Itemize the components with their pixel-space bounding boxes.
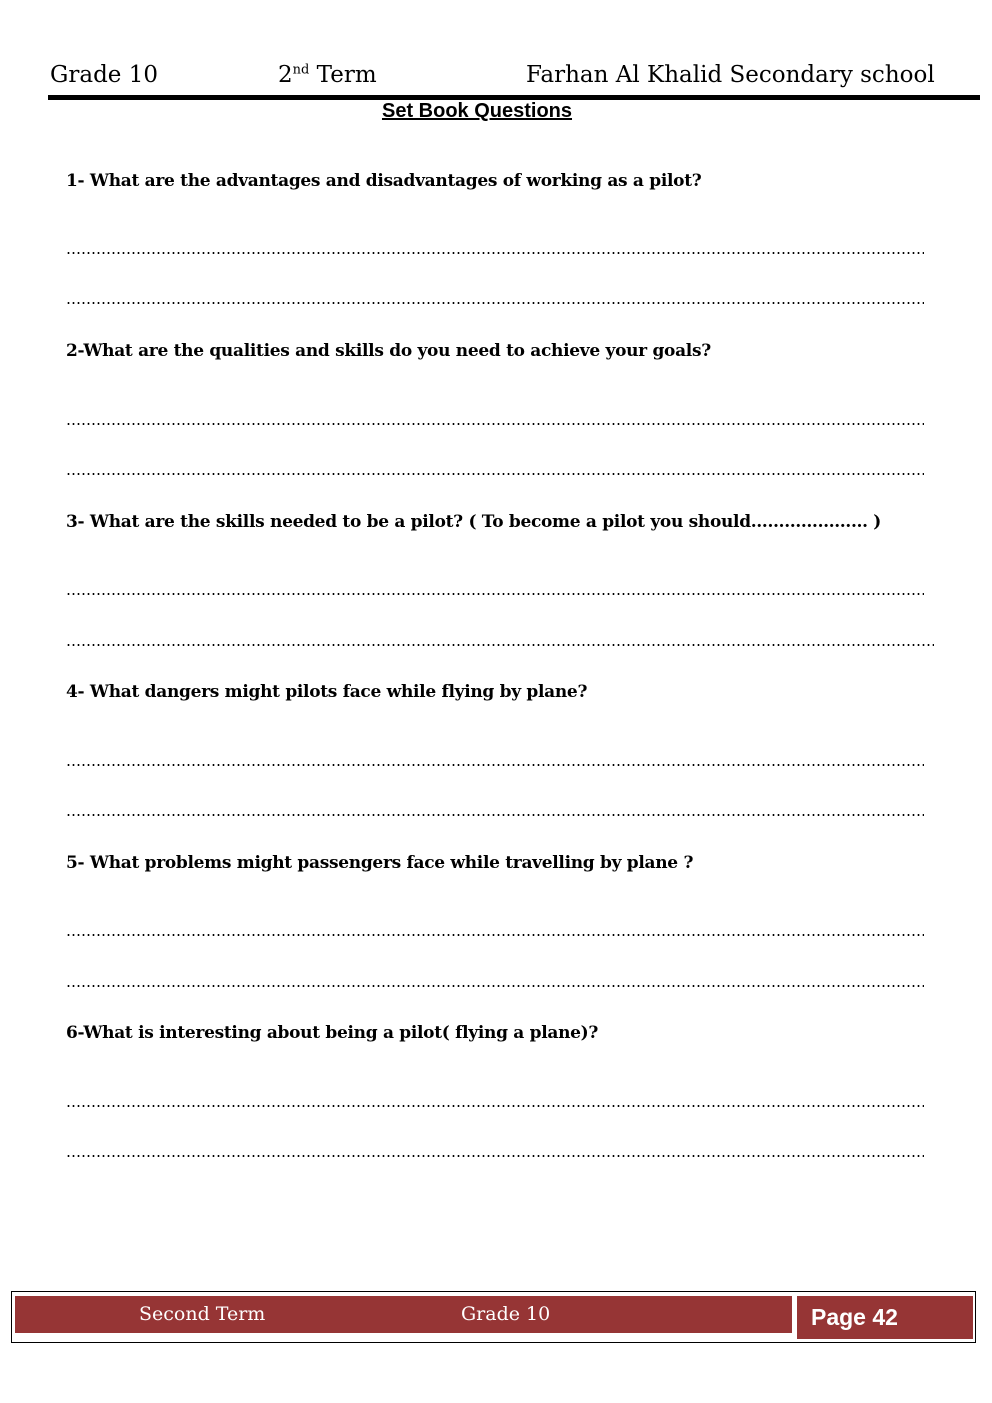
header-term (278, 62, 377, 88)
header-school: Farhan Al Khalid Secondary school (526, 62, 935, 88)
answer-line-4b[interactable] (66, 814, 924, 816)
question-1: 1- What are the advantages and disadvantages of working as a pilot? (66, 171, 702, 191)
answer-line-4a[interactable] (66, 764, 924, 766)
answer-line-3b[interactable] (66, 644, 934, 646)
answer-line-2b[interactable] (66, 473, 924, 475)
answer-line-1b[interactable] (66, 302, 924, 304)
answer-line-5a[interactable] (66, 934, 924, 936)
answer-line-6a[interactable] (66, 1105, 924, 1107)
page-number: Page 42 (811, 1304, 898, 1330)
question-6: 6-What is interesting about being a pilot( flying a plane)? (66, 1023, 599, 1043)
answer-line-1a[interactable] (66, 252, 924, 254)
question-5: 5- What problems might passengers face while travelling by plane ? (66, 853, 694, 873)
header-term-number: 2 (278, 62, 293, 88)
answer-line-6b[interactable] (66, 1155, 924, 1157)
answer-line-3a[interactable] (66, 593, 924, 595)
question-3: 3- What are the skills needed to be a pilot? ( To become a pilot you should………………… ) (66, 512, 882, 532)
header-grade: Grade 10 (50, 62, 158, 88)
answer-line-2a[interactable] (66, 423, 924, 425)
page-header (48, 62, 978, 94)
page-number-box (797, 1296, 973, 1339)
answer-line-5b[interactable] (66, 985, 924, 987)
footer-grade: Grade 10 (461, 1303, 551, 1325)
footer-term: Second Term (139, 1303, 266, 1325)
footer-bar (15, 1296, 792, 1333)
question-2: 2-What are the qualities and skills do you need to achieve your goals? (66, 341, 711, 361)
question-4: 4- What dangers might pilots face while flying by plane? (66, 682, 588, 702)
page-title: Set Book Questions (381, 100, 573, 122)
header-term-suffix: nd (292, 62, 310, 78)
header-term-word: Term (309, 62, 377, 88)
